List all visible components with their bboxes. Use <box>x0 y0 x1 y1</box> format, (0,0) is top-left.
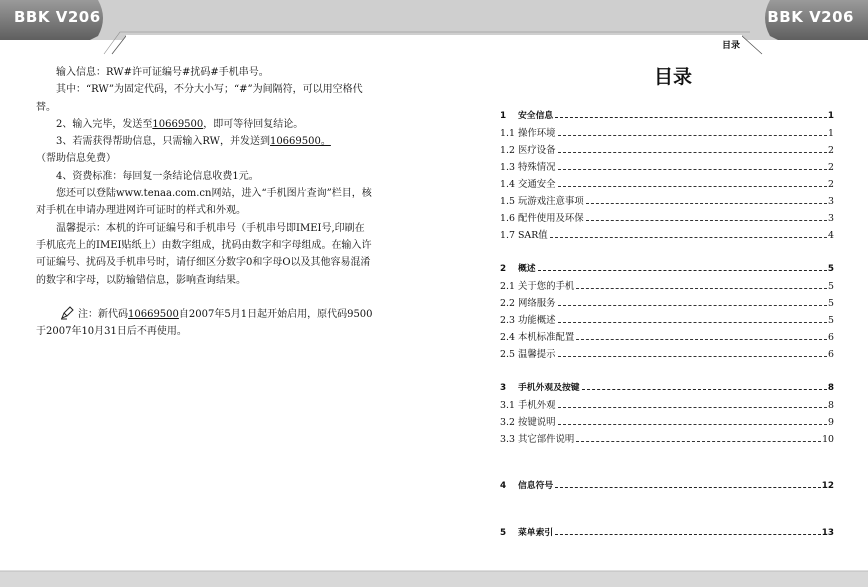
toc-item-row[interactable] <box>500 227 834 244</box>
toc-item-number: 2.1 <box>500 281 515 292</box>
toc-chapter-row[interactable] <box>500 478 834 495</box>
toc-item-number: 3.3 <box>500 434 515 445</box>
toc-page-number: 4 <box>828 230 834 241</box>
toc-page-number: 1 <box>828 128 834 139</box>
left-page-text <box>36 64 374 340</box>
toc-item-row[interactable] <box>500 431 834 448</box>
toc-page-number: 8 <box>828 400 834 411</box>
toc-chapter-row[interactable] <box>500 380 834 397</box>
sms-code: 10669500。 <box>269 136 331 148</box>
toc-item-label: 温馨提示 <box>518 349 556 360</box>
toc-item-label: 网络服务 <box>518 298 556 309</box>
toc-item-number: 1.1 <box>500 128 515 139</box>
sms-code: 10669500 <box>152 118 204 130</box>
toc-page-number: 2 <box>828 162 834 173</box>
toc-chapter-number: 1 <box>500 111 507 121</box>
toc-item-label: 关于您的手机 <box>518 281 575 292</box>
leader-dots <box>586 220 827 221</box>
toc-item-number: 1.2 <box>500 145 515 156</box>
toc-page-number: 9 <box>828 417 834 428</box>
paragraph: 输入信息：RW#许可证编号#扰码#手机串号。 <box>56 67 269 78</box>
toc-page-number: 12 <box>821 481 834 491</box>
toc-item-row[interactable] <box>500 278 834 295</box>
paragraph: 其中：“RW”为固定代码，不分大小写；“#”为间隔符，可以用空格代替。 <box>36 84 363 113</box>
toc-item-label: 其它部件说明 <box>518 434 575 445</box>
toc-item-number: 1.6 <box>500 213 515 224</box>
toc-item-row[interactable] <box>500 312 834 329</box>
toc-page-number: 3 <box>828 196 834 207</box>
toc-chapter-row[interactable] <box>500 525 834 542</box>
leader-dots <box>538 270 827 271</box>
toc-title: 目录 <box>654 66 693 88</box>
leader-dots <box>558 169 828 170</box>
toc-item-row[interactable] <box>500 346 834 363</box>
leader-dots <box>558 135 828 136</box>
note-paragraph: 注：新代码10669500自2007年5月1日起开始启用，原代码9500于2007年10月31日后不再使用。 <box>36 306 374 341</box>
toc-chapter-title: 概述 <box>518 264 536 274</box>
toc-page-number: 13 <box>821 528 834 538</box>
toc-item-number: 1.3 <box>500 162 515 173</box>
toc-item-row[interactable] <box>500 176 834 193</box>
toc-chapter-title: 手机外观及按键 <box>518 383 580 393</box>
sms-code: 10669500 <box>128 308 179 320</box>
toc-chapter-number: 5 <box>500 528 507 538</box>
brand-label-left: BBK V206 <box>14 8 101 26</box>
toc-item-row[interactable] <box>500 142 834 159</box>
toc-item-label: 特殊情况 <box>518 162 556 173</box>
toc-item-label: SAR值 <box>518 230 548 241</box>
toc-item-number: 2.3 <box>500 315 515 326</box>
toc-page-number: 8 <box>827 383 834 393</box>
toc-item-row[interactable] <box>500 414 834 431</box>
toc-item-row[interactable] <box>500 295 834 312</box>
paragraph: 您还可以登陆www.tenaa.com.cn网站，进入“手机图片查询”栏目，核对手机在申请办理进网许可证时的样式和外观。 <box>36 188 372 217</box>
paragraph: 温馨提示：本机的许可证编号和手机串号（手机串号即IMEI号,印刷在手机底壳上的IMEI贴纸上）由数字组成，扰码由数字和字母组成。在输入许可证编号、扰码及手机串号时，请仔细区分数字0和字母O以及其他容易混淆的数字和字母，以防输错信息，影响查询结果。 <box>36 222 372 286</box>
paragraph: 2、输入完毕，发送至10669500，即可等待回复结论。 <box>56 118 304 130</box>
leader-dots <box>558 407 828 408</box>
toc-item-label: 操作环境 <box>518 128 556 139</box>
toc-item-number: 1.5 <box>500 196 515 207</box>
toc-chapter-number: 3 <box>500 383 507 393</box>
toc-item-number: 2.2 <box>500 298 515 309</box>
leader-dots <box>576 441 821 442</box>
toc-page-number: 6 <box>828 349 834 360</box>
toc-item-number: 2.4 <box>500 332 515 343</box>
leader-dots <box>558 424 828 425</box>
toc-item-number: 3.2 <box>500 417 515 428</box>
leader-dots <box>586 203 827 204</box>
leader-dots <box>582 389 827 390</box>
paragraph: 3、若需获得帮助信息，只需输入RW，并发送到10669500。 <box>56 136 331 148</box>
paragraph: 4、资费标准：每回复一条结论信息收费1元。 <box>56 170 259 182</box>
toc-chapter-row[interactable] <box>500 108 834 125</box>
toc-item-number: 1.4 <box>500 179 515 190</box>
toc-page-number: 1 <box>827 111 834 121</box>
toc-item-number: 1.7 <box>500 230 515 241</box>
toc-item-row[interactable] <box>500 159 834 176</box>
section-label: 目录 <box>722 41 741 51</box>
toc-page-number: 5 <box>827 264 834 274</box>
toc-chapter-title: 信息符号 <box>518 481 554 491</box>
leader-dots <box>558 186 828 187</box>
leader-dots <box>558 356 828 357</box>
leader-dots <box>555 117 827 118</box>
leader-dots <box>555 487 821 488</box>
toc-item-label: 交通安全 <box>518 179 556 190</box>
leader-dots <box>558 305 828 306</box>
leader-dots <box>550 237 827 238</box>
toc-item-label: 功能概述 <box>518 315 556 326</box>
toc-chapter-title: 安全信息 <box>518 111 554 121</box>
toc-chapter-title: 菜单索引 <box>518 528 554 538</box>
toc-item-row[interactable] <box>500 193 834 210</box>
toc-item-label: 按键说明 <box>518 417 556 428</box>
leader-dots <box>555 534 821 535</box>
toc-chapter-number: 4 <box>500 481 507 491</box>
toc-item-row[interactable] <box>500 125 834 142</box>
toc-page-number: 10 <box>822 434 834 445</box>
toc-page-number: 5 <box>828 315 834 326</box>
table-of-contents <box>500 108 834 542</box>
toc-page-number: 3 <box>828 213 834 224</box>
toc-page-number: 6 <box>828 332 834 343</box>
leader-dots <box>576 339 827 340</box>
toc-item-row[interactable] <box>500 210 834 227</box>
toc-item-label: 本机标准配置 <box>518 332 575 343</box>
toc-item-number: 3.1 <box>500 400 515 411</box>
brand-label-right: BBK V206 <box>767 8 854 26</box>
leader-dots <box>558 322 828 323</box>
toc-item-label: 手机外观 <box>518 400 556 411</box>
toc-chapter-row[interactable] <box>500 261 834 278</box>
toc-page-number: 5 <box>828 298 834 309</box>
leader-dots <box>576 288 827 289</box>
toc-item-label: 医疗设备 <box>518 145 556 156</box>
toc-page-number: 2 <box>828 145 834 156</box>
toc-item-label: 玩游戏注意事项 <box>518 196 584 207</box>
leader-dots <box>558 152 828 153</box>
toc-item-row[interactable] <box>500 397 834 414</box>
toc-chapter-number: 2 <box>500 264 507 274</box>
toc-page-number: 5 <box>828 281 834 292</box>
toc-page-number: 2 <box>828 179 834 190</box>
paragraph: （帮助信息免费） <box>36 153 116 165</box>
toc-item-row[interactable] <box>500 329 834 346</box>
toc-item-number: 2.5 <box>500 349 515 360</box>
toc-item-label: 配件使用及环保 <box>518 213 584 224</box>
note-pen-icon <box>60 306 74 320</box>
